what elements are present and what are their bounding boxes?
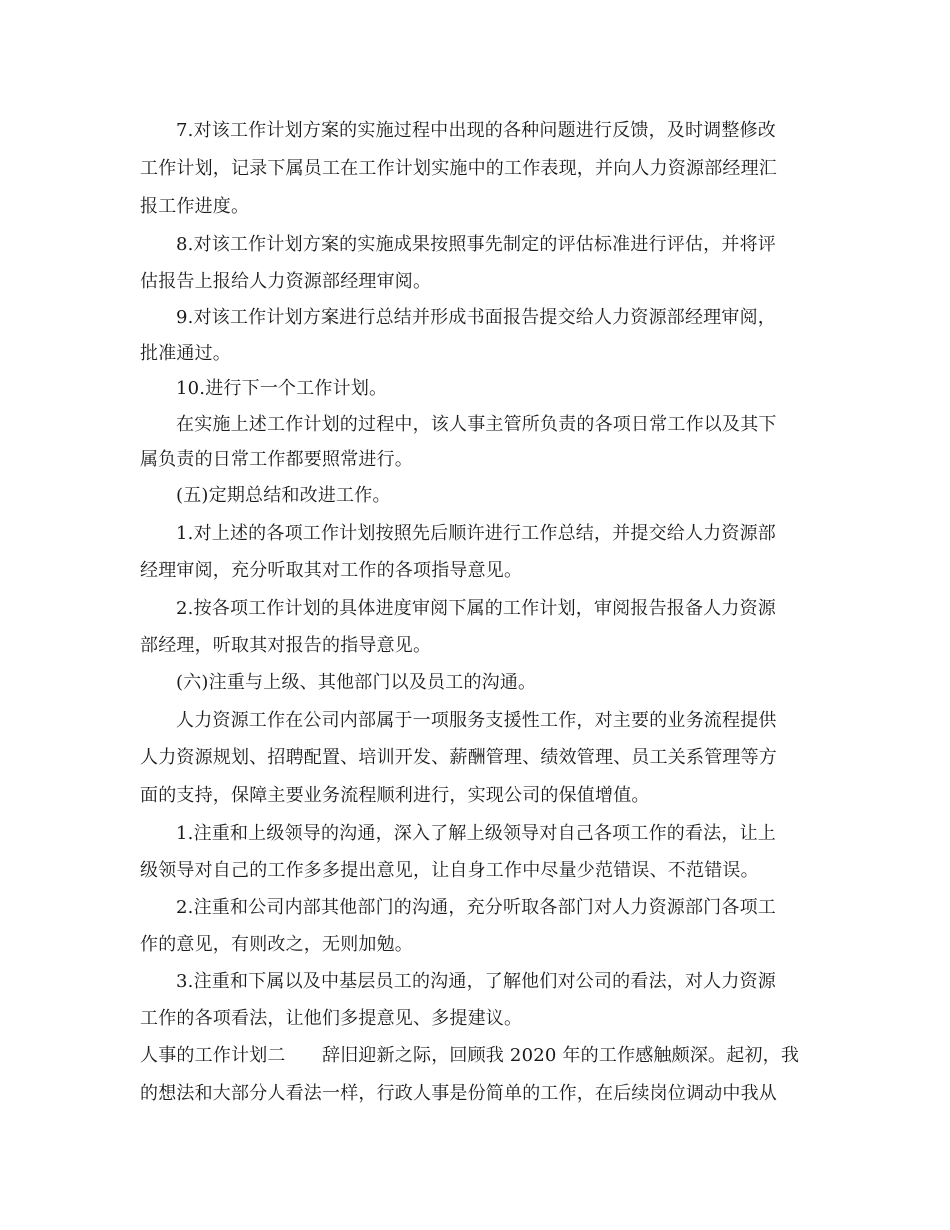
text-line: 在实施上述工作计划的过程中，该人事主管所负责的各项日常工作以及其下 <box>176 414 777 435</box>
text-line: 工作计划，记录下属员工在工作计划实施中的工作表现，并向人力资源部经理汇 <box>140 158 777 179</box>
section-heading: (五)定期总结和改进工作。 <box>176 485 391 506</box>
text-line: 10.进行下一个工作计划。 <box>176 378 388 399</box>
text-line: 人力资源规划、招聘配置、培训开发、薪酬管理、绩效管理、员工关系管理等方 <box>140 747 777 768</box>
text-line: 人事的工作计划二 辞旧迎新之际，回顾我 2020 年的工作感触颇深。起初，我 <box>140 1045 800 1066</box>
text-line: 2.注重和公司内部其他部门的沟通，充分听取各部门对人力资源部门各项工 <box>176 897 776 918</box>
text-line: 人力资源工作在公司内部属于一项服务支援性工作，对主要的业务流程提供 <box>176 710 777 731</box>
section-heading: (六)注重与上级、其他部门以及员工的沟通。 <box>176 672 537 693</box>
text-line: 部经理，听取其对报告的指导意见。 <box>140 635 432 656</box>
text-line: 级领导对自己的工作多多提出意见，让自身工作中尽量少范错误、不范错误。 <box>140 860 759 881</box>
text-line: 批准通过。 <box>140 343 231 364</box>
text-line: 面的支持，保障主要业务流程顺利进行，实现公司的保值增值。 <box>140 785 650 806</box>
text-line: 报工作进度。 <box>140 196 250 217</box>
text-line: 1.对上述的各项工作计划按照先后顺许进行工作总结，并提交给人力资源部 <box>176 523 776 544</box>
text-line: 估报告上报给人力资源部经理审阅。 <box>140 271 432 292</box>
text-line: 2.按各项工作计划的具体进度审阅下属的工作计划，审阅报告报备人力资源 <box>176 598 776 619</box>
text-line: 经理审阅，充分听取其对工作的各项指导意见。 <box>140 560 523 581</box>
text-line: 8.对该工作计划方案的实施成果按照事先制定的评估标准进行评估，并将评 <box>176 234 776 255</box>
text-line: 工作的各项看法，让他们多提意见、多提建议。 <box>140 1008 523 1029</box>
text-line: 1.注重和上级领导的沟通，深入了解上级领导对自己各项工作的看法，让上 <box>176 823 776 844</box>
text-line: 的想法和大部分人看法一样，行政人事是份简单的工作，在后续岗位调动中我从 <box>140 1083 777 1104</box>
text-line: 7.对该工作计划方案的实施过程中出现的各种问题进行反馈，及时调整修改 <box>176 120 776 141</box>
text-line: 3.注重和下属以及中基层员工的沟通，了解他们对公司的看法，对人力资源 <box>176 971 776 992</box>
text-line: 属负责的日常工作都要照常进行。 <box>140 449 413 470</box>
text-line: 作的意见，有则改之，无则加勉。 <box>140 934 413 955</box>
text-line: 9.对该工作计划方案进行总结并形成书面报告提交给人力资源部经理审阅， <box>176 307 776 328</box>
